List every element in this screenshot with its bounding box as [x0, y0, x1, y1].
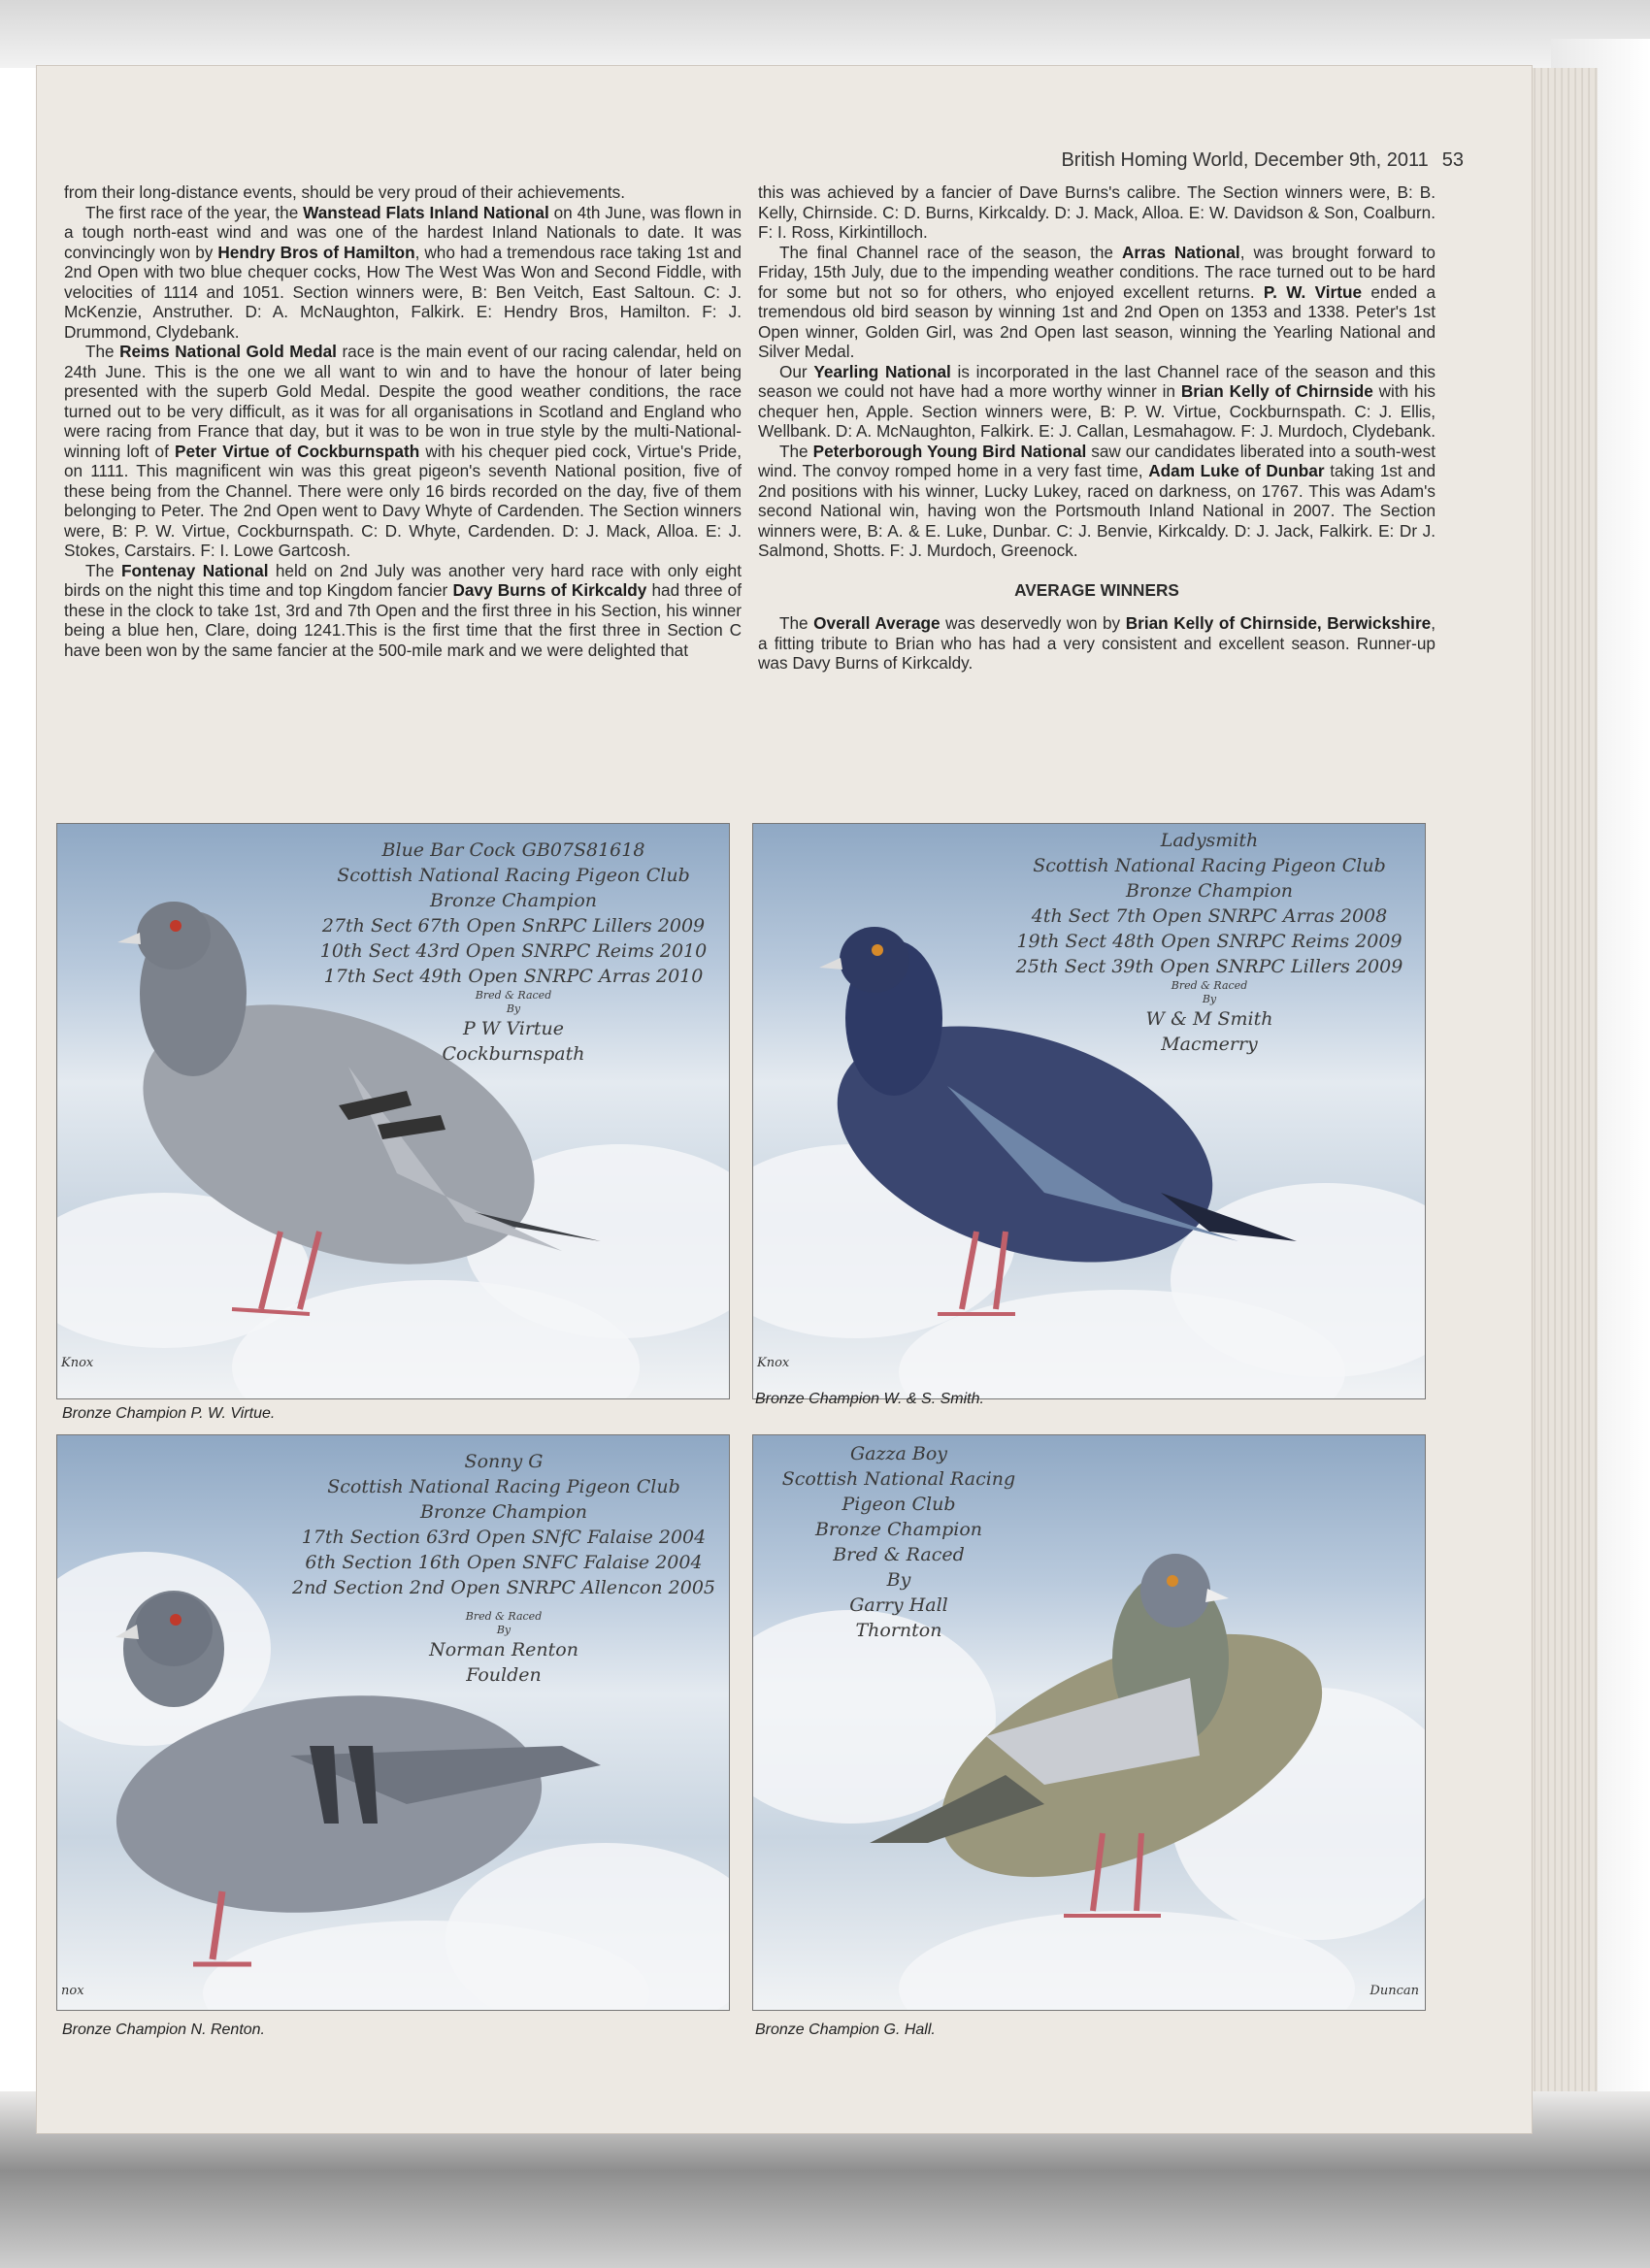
left-text-column	[64, 182, 742, 660]
paragraph: from their long-distance events, should be very proud of their achievements.	[64, 182, 625, 202]
artist-signature: nox	[61, 1984, 84, 1998]
paragraph: The Peterborough Young Bird National saw our candidates liberated into a south-west wind. The convoy romped home in a very fast time, Adam Luke of Dunbar taking 1st and 2nd positions with his winner, Lucky Lukey, raced on darkness, on 1767. This was Adam's second National win, having won the Portsmouth Inland National in 2007. The Section winners were, B: A. & E. Luke, Dunbar. C: J. Benvie, Kirkcaldy. D: J. Jack, Falkirk. E: Dr J. Salmond, Shotts. F: J. Murdoch, Greenock.	[758, 441, 1436, 560]
photo-caption-block: Sonny G Scottish National Racing Pigeon Club Bronze Champion 17th Section 63rd Open SNfC Falaise 2004 6th Section 16th Open SNFC Falaise 2004 2nd Section 2nd Open SNRPC Allencon 2005 Bred & Raced By Norman Renton Foulden	[291, 1451, 716, 1686]
photo-caption-block: Gazza Boy Scottish National Racing Pigeon Club Bronze Champion Bred & Raced By Garry Hall Thornton	[781, 1443, 1016, 1641]
pigeon-photo-hall	[752, 1434, 1426, 2011]
paragraph: Our Yearling National is incorporated in the last Channel race of the season and this season we could not have had a more worthy winner in Brian Kelly of Chirnside with his chequer hen, Apple. Section winners were, B: P. W. Virtue, Cockburnspath. C: J. Ellis, Wellbank. D: A. McNaughton, Falkirk. E: J. Callan, Lesmahagow. F: J. Murdoch, Clydebank.	[758, 361, 1436, 441]
photo-caption-block: Ladysmith Scottish National Racing Pigeon Club Bronze Champion 4th Sect 7th Open SNRPC Arras 2008 19th Sect 48th Open SNRPC Reims 2009 25th Sect 39th Open SNRPC Lillers 2009 Bred & Raced By W & M Smith Macmerry	[1015, 830, 1403, 1055]
artist-signature: Knox	[757, 1356, 790, 1370]
pigeon-photo-smith	[752, 823, 1426, 1399]
paragraph: The Fontenay National held on 2nd July was another very hard race with only eight birds on the night this time and top Kingdom fancier Davy Burns of Kirkcaldy had three of these in the clock to take 1st, 3rd and 7th Open and the first three in his Section, his winner being a blue hen, Clare, doing 1241.This is the first time that the first three in Section C have been won by the same fancier at the 500-mile mark and we were delighted that	[64, 560, 742, 660]
paragraph: this was achieved by a fancier of Dave Burns's calibre. The Section winners were, B: B. Kelly, Chirnside. C: D. Burns, Kirkcaldy. D: J. Mack, Alloa. E: W. Davidson & Son, Coalburn. F: I. Ross, Kirkintilloch.	[758, 182, 1436, 242]
artist-signature: Duncan	[1370, 1984, 1419, 1998]
section-heading: AVERAGE WINNERS	[1014, 579, 1179, 600]
photo-caption-block: Blue Bar Cock GB07S81618 Scottish National Racing Pigeon Club Bronze Champion 27th Sect 67th Open SnRPC Lillers 2009 10th Sect 43rd Open SNRPC Reims 2010 17th Sect 49th Open SNRPC Arras 2010 Bred & Raced By P W Virtue Cockburnspath	[319, 839, 708, 1065]
magazine-page	[37, 66, 1532, 2133]
artist-signature: Knox	[61, 1356, 94, 1370]
page-number: 53	[1441, 149, 1464, 171]
photo-caption: Bronze Champion P. W. Virtue.	[62, 1405, 276, 1422]
pigeon-photo-renton	[56, 1434, 730, 2011]
scan-shadow-top	[0, 0, 1650, 68]
photo-caption: Bronze Champion W. & S. Smith.	[755, 1391, 984, 1407]
publication-title: British Homing World, December 9th, 2011	[1061, 149, 1429, 171]
paragraph: The first race of the year, the Wanstead Flats Inland National on 4th June, was flown in a tough north-east wind and was one of the hardest Inland Nationals to date. It was convincingly won by Hendry Bros of Hamilton, who had a tremendous race taking 1st and 2nd Open with two blue chequer cocks, How The West Was Won and Second Fiddle, with velocities of 1114 and 1051. Section winners were, B: Ben Veitch, East Saltoun. C: J. McKenzie, Anstruther. D: A. McNaughton, Falkirk. E: Hendry Bros, Hamilton. F: J. Drummond, Clydebank.	[64, 202, 742, 342]
photo-caption: Bronze Champion N. Renton.	[62, 2021, 265, 2038]
paragraph: The Overall Average was deservedly won by Brian Kelly of Chirnside, Berwickshire, a fitting tribute to Brian who has had a very consistent and excellent season. Runner-up was Davy Burns of Kirkcaldy.	[758, 613, 1436, 673]
photo-caption: Bronze Champion G. Hall.	[755, 2021, 936, 2038]
paragraph: The Reims National Gold Medal race is the main event of our racing calendar, held on 24th June. This is the one we all want to win and to have the honour of later being presented with the superb Gold Medal. Despite the good weather conditions, the race turned out to be very difficult, as it was for all organisations in Scotland and England who were racing from France that day, but it was to be won in true style by the multi-National-winning loft of Peter Virtue of Cockburnspath with his chequer pied cock, Virtue's Pride, on 1111. This magnificent win was this great pigeon's seventh National position, five of these being from the Channel. There were only 16 birds recorded on the day, five of them belonging to Peter. The 2nd Open went to Davy Whyte of Cardenden. The Section winners were, B: P. W. Virtue, Cockburnspath. C: D. Whyte, Cardenden. D: J. Mack, Alloa. E: J. Stokes, Carstairs. F: I. Lowe Gartcosh.	[64, 342, 742, 560]
running-head	[1061, 149, 1464, 172]
paragraph: The final Channel race of the season, the Arras National, was brought forward to Friday, 15th July, due to the impending weather conditions. The race turned out to be hard for some but not so for others, who enjoyed excellent returns. P. W. Virtue ended a tremendous old bird season by winning 1st and 2nd Open on 1353 and 1338. Peter's 1st Open winner, Golden Girl, was 2nd Open last season, winning the Yearling National and Silver Medal.	[758, 242, 1436, 361]
page-stack-edge	[1529, 68, 1598, 2125]
right-text-column	[758, 182, 1436, 674]
pigeon-photo-virtue	[56, 823, 730, 1399]
